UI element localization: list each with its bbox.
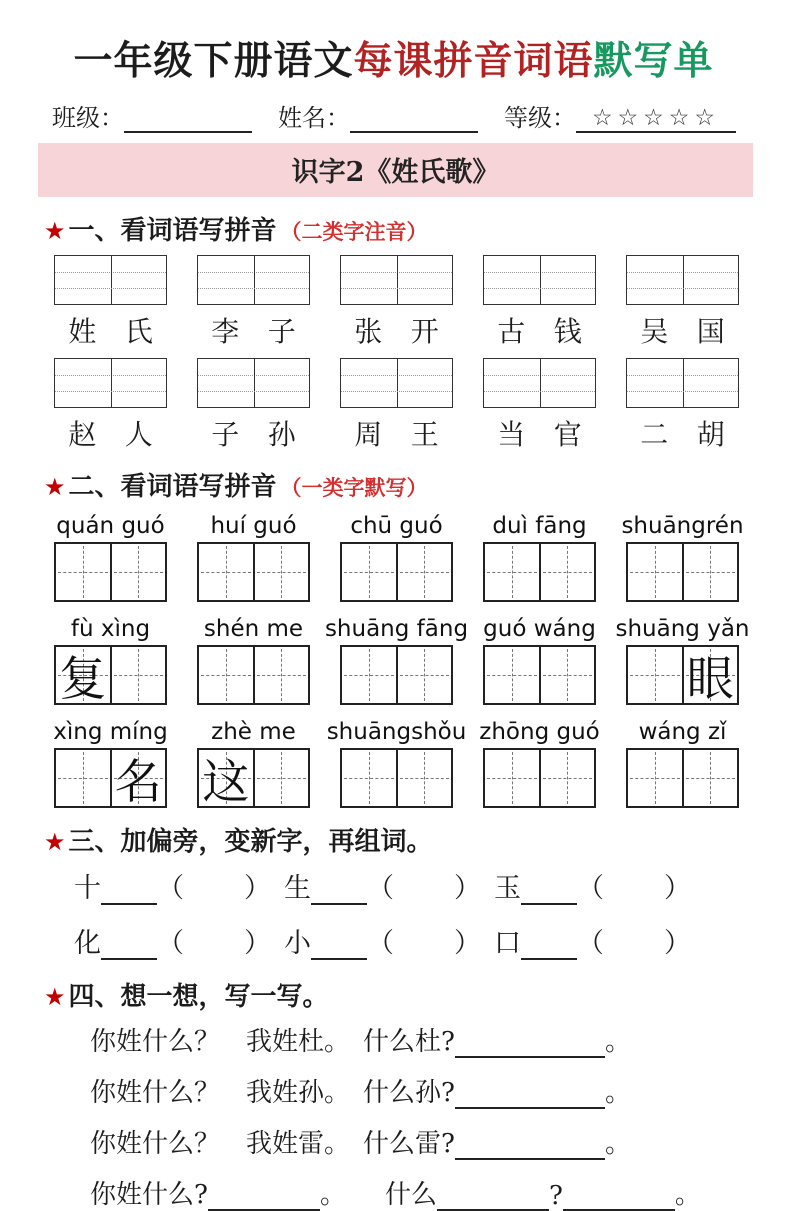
word-item [626,255,739,350]
open-paren: （ [577,873,604,904]
radical-item [494,921,691,960]
sentence-text: 。 [674,1180,701,1210]
prefilled-character: 眼 [686,651,734,707]
word-char: 二 [640,418,669,451]
box-divider [254,256,255,304]
prefilled-character: 这 [202,754,250,810]
answer-blank[interactable] [521,875,577,905]
pinyin-label: quán guó [56,513,165,539]
star-icon: ★ [44,828,66,856]
word-char: 当 [497,418,526,451]
answer-blank[interactable] [563,1181,675,1211]
character-cell[interactable] [396,750,452,806]
answer-blank[interactable] [455,1130,605,1160]
character-box-pair [197,645,310,705]
word-label [197,310,310,350]
word-label [197,413,310,453]
answer-blank[interactable] [455,1028,605,1058]
sentence-line [90,1174,743,1211]
character-cell[interactable] [253,647,309,703]
word-char: 张 [354,315,383,348]
base-character: 化 [74,928,101,959]
character-cell[interactable] [110,647,166,703]
character-cell[interactable] [199,544,253,600]
pinyin-label: duì fāng [492,513,587,539]
word-char: 王 [410,418,439,451]
close-paren: ） [454,928,481,959]
character-box-pair [626,645,739,705]
tianzige-row [54,717,739,808]
sentence-text: 你姓什么? [90,1180,208,1210]
word-char: 子 [211,418,240,451]
section4-title: 四、想一想，写一写。 [68,982,329,1012]
sentence-text: 。 [604,1129,631,1159]
base-character: 口 [494,928,521,959]
word-item [340,358,453,453]
answer-blank[interactable] [521,930,577,960]
character-box-pair [483,748,596,808]
dictation-item [483,511,596,602]
box-divider [683,359,684,407]
word-char: 开 [410,315,439,348]
character-cell[interactable] [682,647,738,707]
word-label [626,310,739,350]
answer-blank[interactable] [101,875,157,905]
pinyin-label: xìng míng [53,719,168,745]
pinyin-label: chū guó [350,513,443,539]
character-box-pair [626,542,739,602]
section1-note: （二类字注音） [280,219,428,244]
sentence-text: ? [548,1181,563,1211]
character-cell[interactable] [485,750,539,806]
character-cell[interactable] [485,647,539,703]
pinyin-label: shuāngshǒu [326,719,467,745]
word-label [483,310,596,350]
name-label: 姓名： [278,104,350,132]
sentence-text: 你姓什么？ 我姓雷。 什么雷? [90,1129,455,1159]
dictation-item [197,614,310,705]
title-part-green: 默写单 [593,38,714,84]
name-field [278,98,478,133]
section2-header [44,466,743,503]
word-label [54,310,167,350]
section2-grid-area [44,511,750,810]
box-divider [111,359,112,407]
close-paren: ） [664,928,691,959]
word-char: 钱 [553,315,582,348]
character-box-pair [340,645,453,705]
character-cell[interactable] [56,750,110,806]
star-icon: ★ [44,983,66,1011]
character-cell[interactable] [56,647,110,707]
dictation-item [54,717,167,808]
word-char: 姓 [68,315,97,348]
section1-header [44,210,743,247]
pinyin-writing-box[interactable] [197,255,310,305]
sentence-text: 你姓什么？ 我姓杜。 什么杜? [90,1027,455,1057]
pinyin-label: shuāng yǎn [615,616,750,642]
pinyin-label: fù xìng [70,616,151,642]
character-cell[interactable] [110,750,166,810]
character-cell[interactable] [485,544,539,600]
pinyin-label: wáng zǐ [638,719,727,745]
word-char: 吴 [640,315,669,348]
radical-exercise-row [74,866,743,905]
character-cell[interactable] [628,544,682,600]
grade-label: 等级： [504,104,576,132]
character-box-pair [483,542,596,602]
word-item [483,255,596,350]
sentence-text: 。 [604,1078,631,1108]
radical-item [284,866,481,905]
section4-exercise-area [44,1021,743,1211]
dictation-item [197,511,310,602]
radical-exercise-row [74,921,743,960]
word-label [54,413,167,453]
character-box-pair [197,542,310,602]
dictation-item [54,511,167,602]
lesson-banner: 识字2《姓氏歌》 [38,143,753,197]
answer-blank[interactable] [311,930,367,960]
word-item [54,358,167,453]
answer-blank[interactable] [101,930,157,960]
word-char: 孙 [267,418,296,451]
character-cell[interactable] [253,750,309,806]
star-icon: ★ [44,473,66,501]
character-box-pair [483,645,596,705]
sentence-text: 。 [604,1027,631,1057]
answer-blank[interactable] [311,875,367,905]
word-char: 国 [696,315,725,348]
character-cell[interactable] [539,544,595,600]
pinyin-label: shén me [203,616,304,642]
character-box-pair [626,748,739,808]
pinyin-label: guó wáng [483,616,596,642]
character-cell[interactable] [342,750,396,806]
section1-grid-area [44,255,743,453]
tianzige-row [54,511,744,602]
sentence-line [90,1021,743,1058]
pinyin-label: zhè me [211,719,296,745]
prefilled-character: 名 [114,754,162,810]
title-part-red: 每课拼音词语 [353,38,594,84]
section3-title: 三、加偏旁，变新字，再组词。 [68,827,433,857]
word-item [340,255,453,350]
word-char: 胡 [696,418,725,451]
grade-field [504,98,736,133]
sentence-line [90,1123,743,1160]
page-title [44,30,743,86]
section2-note: （一类字默写） [280,475,428,500]
name-input-line[interactable] [350,105,478,133]
word-char: 古 [497,315,526,348]
box-divider [254,359,255,407]
character-cell[interactable] [539,750,595,806]
word-item [197,358,310,453]
answer-blank[interactable] [437,1181,549,1211]
dictation-item [621,511,744,602]
pinyin-writing-box[interactable] [197,358,310,408]
word-label [626,413,739,453]
class-field [52,98,252,133]
character-cell[interactable] [199,647,253,703]
tianzige-row [54,614,750,707]
box-divider [111,256,112,304]
character-cell[interactable] [628,647,682,703]
word-item [483,358,596,453]
close-paren: ） [244,873,271,904]
character-cell[interactable] [628,750,682,806]
prefilled-character: 复 [59,651,107,707]
word-item [54,255,167,350]
dictation-item [626,717,739,808]
base-character: 生 [284,873,311,904]
close-paren: ） [244,928,271,959]
pinyin-label: zhōng guó [479,719,600,745]
open-paren: （ [157,928,184,959]
word-char: 子 [267,315,296,348]
grade-stars[interactable]: ☆☆☆☆☆ [576,103,736,133]
sentence-text: 。 什么 [319,1180,437,1210]
character-box-pair [54,748,167,808]
pinyin-writing-box[interactable] [626,255,739,305]
section3-exercise-area [44,866,743,960]
open-paren: （ [367,928,394,959]
character-cell[interactable] [396,647,452,703]
radical-item [284,921,481,960]
character-cell[interactable] [682,544,738,600]
pinyin-label: shuāngrén [621,513,744,539]
pinyin-writing-box[interactable] [626,358,739,408]
radical-item [494,866,691,905]
sentence-line [90,1072,743,1109]
section1-title: 一、看词语写拼音 [68,216,277,246]
character-cell[interactable] [110,544,166,600]
dictation-item [326,717,467,808]
radical-item [74,921,271,960]
word-char: 周 [354,418,383,451]
dictation-item [479,717,600,808]
pinyin-writing-box[interactable] [340,358,453,408]
character-cell[interactable] [342,647,396,703]
word-char: 赵 [68,418,97,451]
base-character: 玉 [494,873,521,904]
class-input-line[interactable] [124,105,252,133]
character-cell[interactable] [342,544,396,600]
student-info-row [52,98,739,133]
dictation-item [615,614,750,707]
dictation-item [324,614,469,705]
character-box-pair [340,748,453,808]
sentence-text: 你姓什么？ 我姓孙。 什么孙? [90,1078,455,1108]
open-paren: （ [157,873,184,904]
section3-header [44,821,743,858]
character-cell[interactable] [396,544,452,600]
box-divider [397,256,398,304]
pinyin-grid-row [54,255,739,350]
pinyin-writing-box[interactable] [483,255,596,305]
word-char: 官 [553,418,582,451]
dictation-item [197,717,310,808]
pinyin-writing-box[interactable] [54,358,167,408]
pinyin-label: shuāng fāng [324,616,469,642]
title-part-black: 一年级下册语文 [73,38,354,84]
word-label [340,310,453,350]
answer-blank[interactable] [455,1079,605,1109]
character-cell[interactable] [199,750,253,810]
base-character: 小 [284,928,311,959]
close-paren: ） [454,873,481,904]
open-paren: （ [577,928,604,959]
box-divider [540,256,541,304]
word-char: 李 [211,315,240,348]
pinyin-grid-row [54,358,739,453]
character-cell[interactable] [253,544,309,600]
answer-blank[interactable] [208,1181,320,1211]
character-cell[interactable] [56,544,110,600]
character-box-pair [54,645,167,705]
word-item [626,358,739,453]
character-box-pair [54,542,167,602]
pinyin-writing-box[interactable] [483,358,596,408]
dictation-item [340,511,453,602]
character-box-pair [340,542,453,602]
section2-title: 二、看词语写拼音 [68,472,277,502]
word-item [197,255,310,350]
word-char: 人 [124,418,153,451]
box-divider [683,256,684,304]
pinyin-writing-box[interactable] [54,255,167,305]
word-label [483,413,596,453]
base-character: 十 [74,873,101,904]
pinyin-writing-box[interactable] [340,255,453,305]
box-divider [397,359,398,407]
star-icon: ★ [44,217,66,245]
character-cell[interactable] [682,750,738,806]
pinyin-label: huí guó [210,513,297,539]
dictation-item [54,614,167,705]
dictation-item [483,614,596,705]
class-label: 班级： [52,104,124,132]
box-divider [540,359,541,407]
word-label [340,413,453,453]
character-cell[interactable] [539,647,595,703]
section4-header [44,976,743,1013]
character-box-pair [197,748,310,808]
close-paren: ） [664,873,691,904]
word-char: 氏 [124,315,153,348]
open-paren: （ [367,873,394,904]
radical-item [74,866,271,905]
